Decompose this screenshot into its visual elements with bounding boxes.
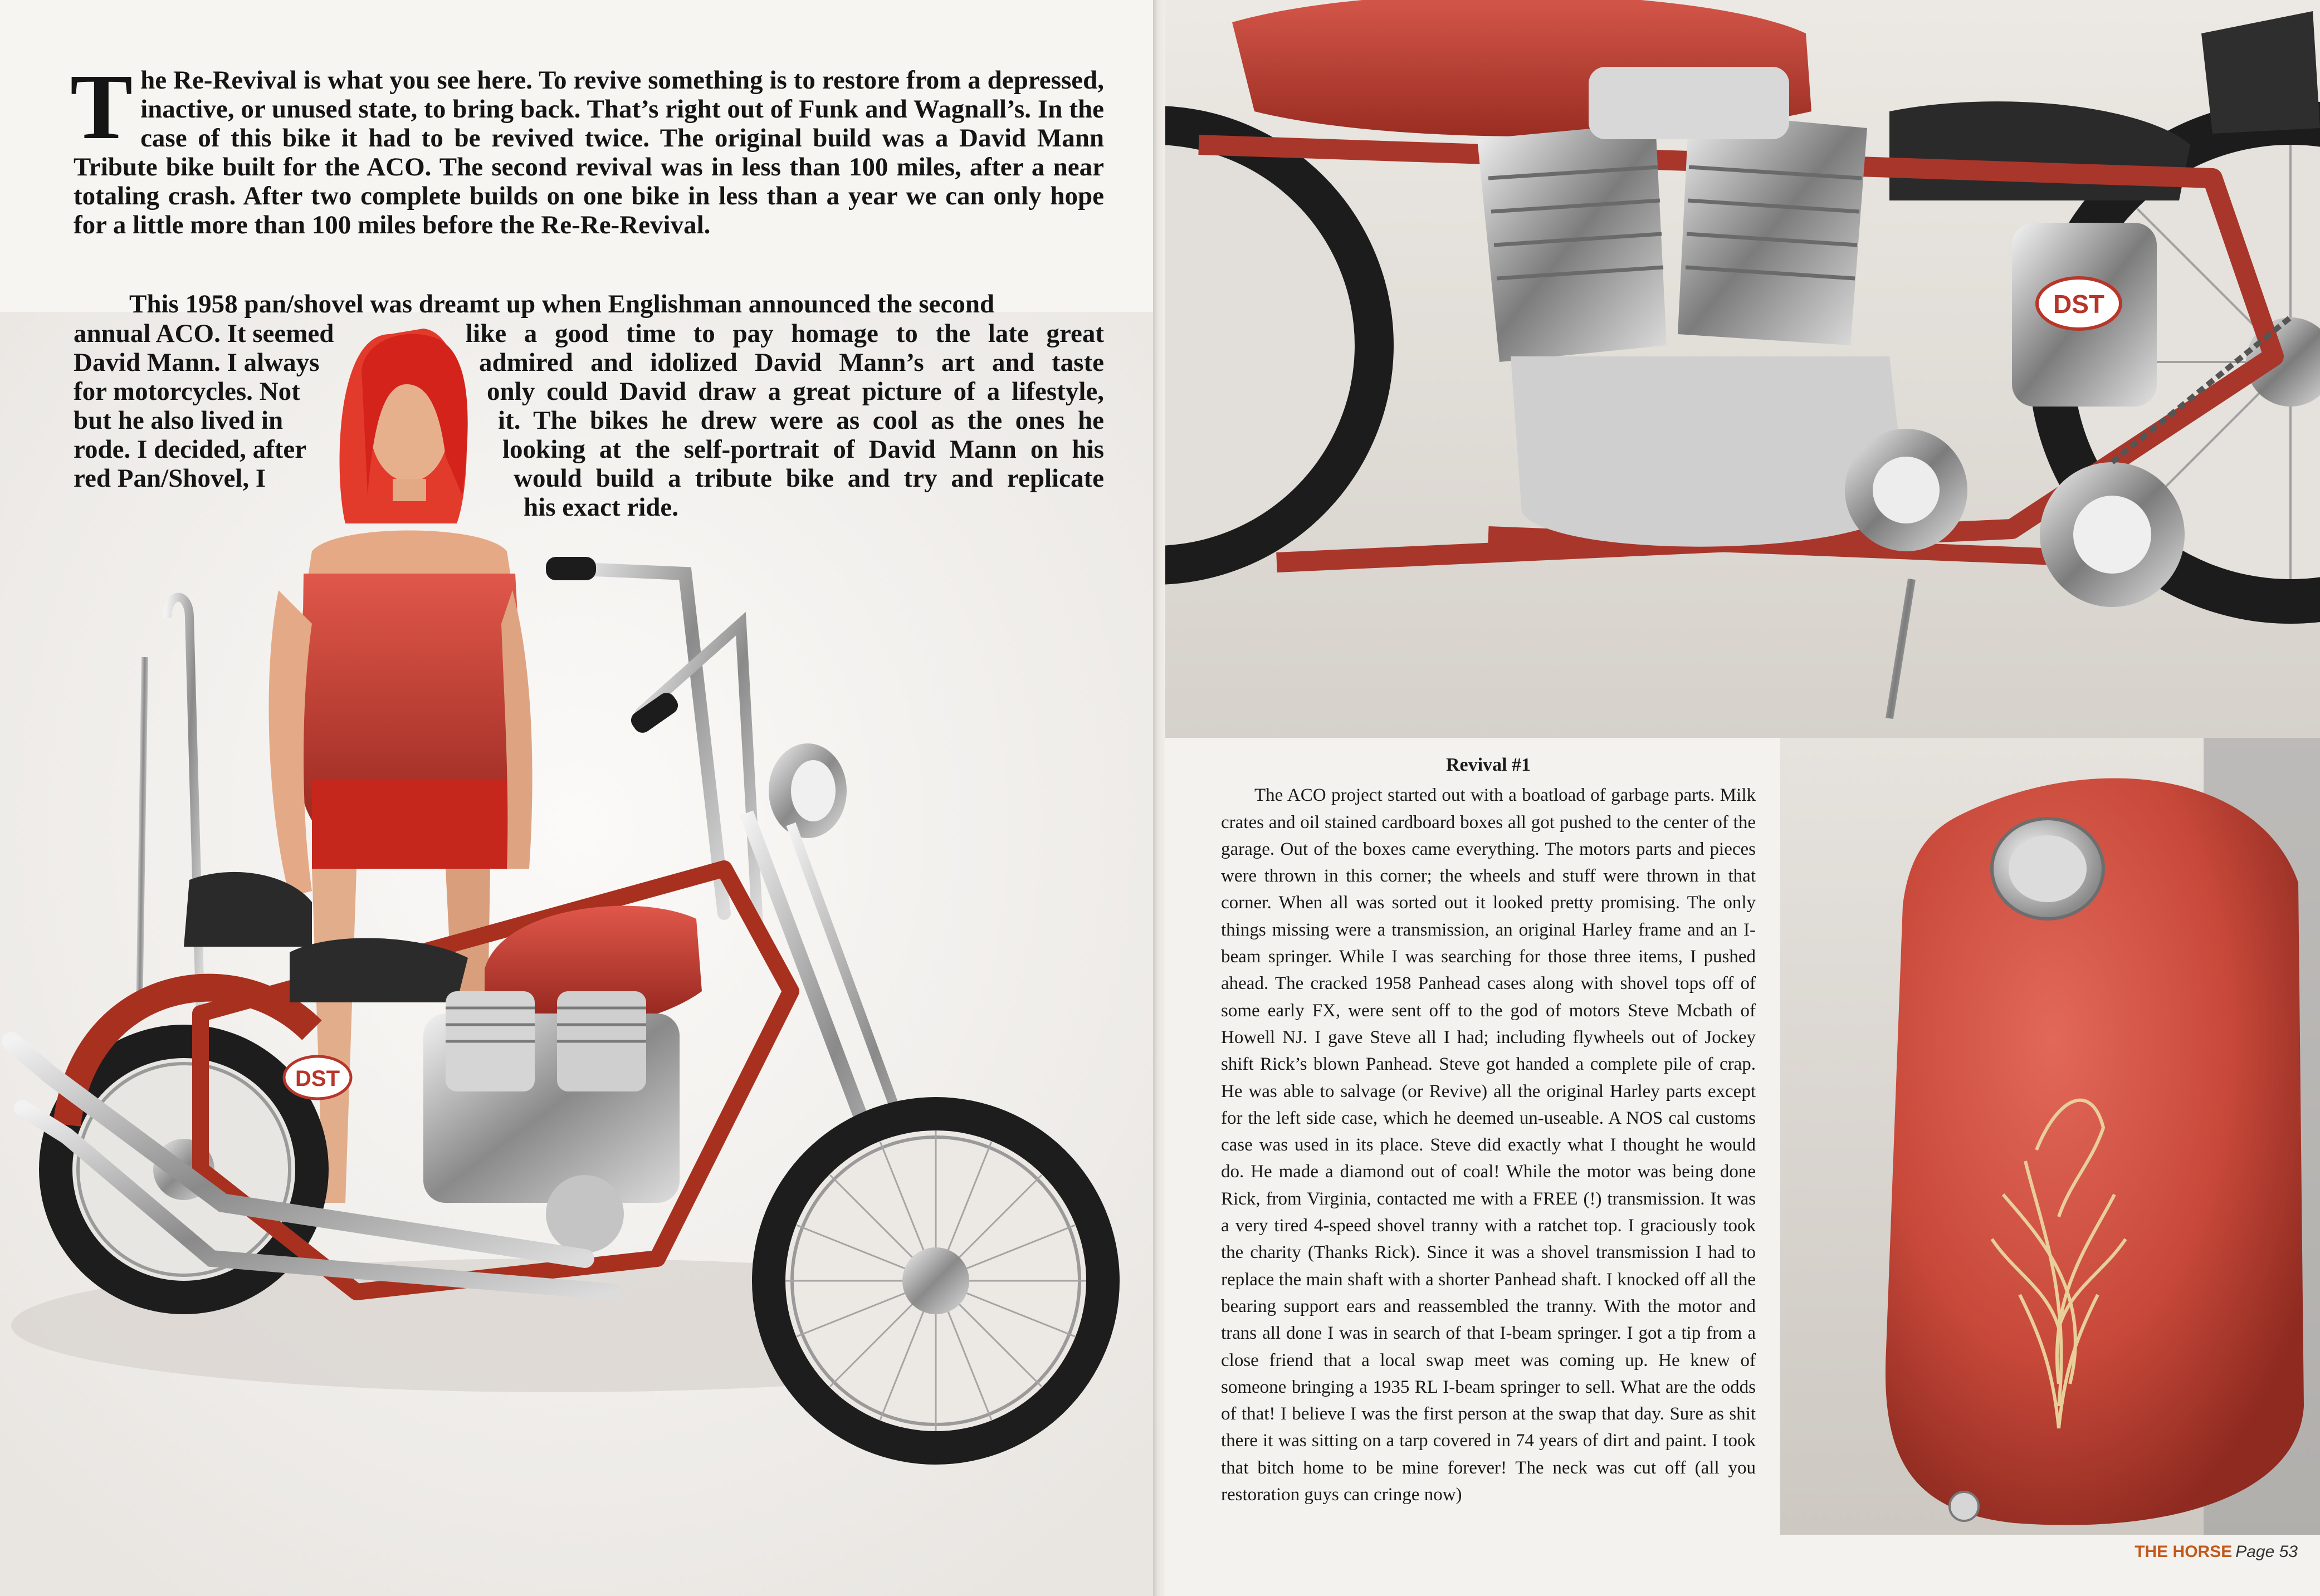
right-page	[1165, 0, 2320, 1596]
magazine-name: THE HORSE	[2135, 1543, 2233, 1561]
dst-badge-left	[284, 1056, 351, 1099]
tank-closeup-photo	[1780, 738, 2320, 1535]
revival-heading: Revival #1	[1445, 755, 1531, 775]
engine-closeup-photo	[1165, 0, 2320, 738]
intro-text: he Re-Revival is what you see here. To revive something is to restore from a depressed, inactive, or unused state, to bring back. That’s right out of Funk and Wagnall’s. In the case of this bike it had to be revived twice. The original build was a David Mann Tribute bike built for the ACO. The second revival was in less than 100 miles, after a near totaling crash. After two complete builds on one bike in less than a year we can only hope for a little more than 100 miles before the Re-Re-Revival.	[74, 66, 1104, 239]
revival-body: The ACO project started out with a boatload of garbage parts. Milk crates and oil stained cardboard boxes all got pushed to the center of the garage. Out of the boxes came everything. The motors parts and pieces were thrown in this corner; the wheels and stuff were thrown in that corner. When all was sorted out it looked pretty promising. The only things missing were a transmission, an original Harley frame and an I-beam springer. While I was searching for those three items, I pushed ahead. The cracked 1958 Panhead cases along with shovel tops off of some early FX, were sent off to the god of motors Steve Mcbath of Howell NJ. I gave Steve all I had; including flywheels out of Jockey shift Rick’s blown Panhead. Steve got handed a complete pile of crap. He was able to salvage (or Revive) all the original Harley parts except for the left side case, which he deemed un-useable. A NOS cal customs case was used in its place. Steve did exactly what I thought he would do. He made a diamond out of coal! While the motor was being done Rick, from Virginia, contacted me with a FREE (!) transmission. It was a very tired 4-speed shovel tranny with a ratchet top. I graciously took the charity (Thanks Rick). Since it was a shovel transmission I had to replace the main shaft with a shorter Panhead shaft. I knocked off all the bearing support ears and reassembled the tranny. With the motor and trans all done I was in search of that I-beam springer. I got a tip from a close friend that a local swap meet was coming up. He knew of someone bringing a 1935 RL I-beam springer to sell. What are the odds of that! I believe I was the first person at the swap that day. Sure as shit there it was sitting on a tarp covered in 74 years of dirt and paint. I took that bitch home to be mine forever! The neck was cut off (all you restoration guys can cringe now)	[1221, 785, 1756, 1505]
drop-cap: T	[70, 55, 133, 159]
intro-paragraph	[70, 55, 1104, 239]
wrap-line-left: annual ACO. It seemed	[74, 319, 334, 348]
page-gutter	[1153, 0, 1165, 1596]
wrap-line-right: it. The bikes he drew were as cool as the ones he	[498, 406, 1104, 435]
wrap-line-right: like a good time to pay homage to the late great	[466, 319, 1104, 348]
wrap-line-right: would build a tribute bike and try and replicate	[514, 464, 1104, 493]
wrap-line-left: for motorcycles. Not	[74, 377, 300, 406]
dst-badge-text: DST	[295, 1066, 340, 1091]
front-wheel	[752, 1097, 1120, 1465]
wrap-line-right: only could David draw a great picture of a lifestyle,	[487, 377, 1104, 406]
wrap-line-right: looking at the self-portrait of David Mann on his	[502, 435, 1104, 464]
wrap-line-right: his exact ride.	[524, 493, 679, 522]
left-page	[0, 0, 1153, 1596]
revival-article	[1221, 752, 1756, 1508]
page-number: Page 53	[2235, 1543, 2298, 1561]
engine-closeup-illustration	[1165, 0, 2320, 738]
wrap-line-left: rode. I decided, after	[74, 435, 307, 464]
wrap-line-right: admired and idolized David Mann’s art and taste	[479, 348, 1104, 377]
dst-badge-text: DST	[2053, 290, 2104, 319]
tank-illustration	[1780, 738, 2320, 1535]
wrap-line-left: but he also lived in	[74, 406, 284, 435]
dst-badge-right	[2037, 278, 2121, 329]
page-footer	[2135, 1543, 2298, 1561]
wrap-line-left: red Pan/Shovel, I	[74, 464, 266, 493]
wrap-line-left: David Mann. I always	[74, 348, 320, 377]
second-paragraph-first-line: This 1958 pan/shovel was dreamt up when Englishman announced the second	[129, 290, 995, 319]
